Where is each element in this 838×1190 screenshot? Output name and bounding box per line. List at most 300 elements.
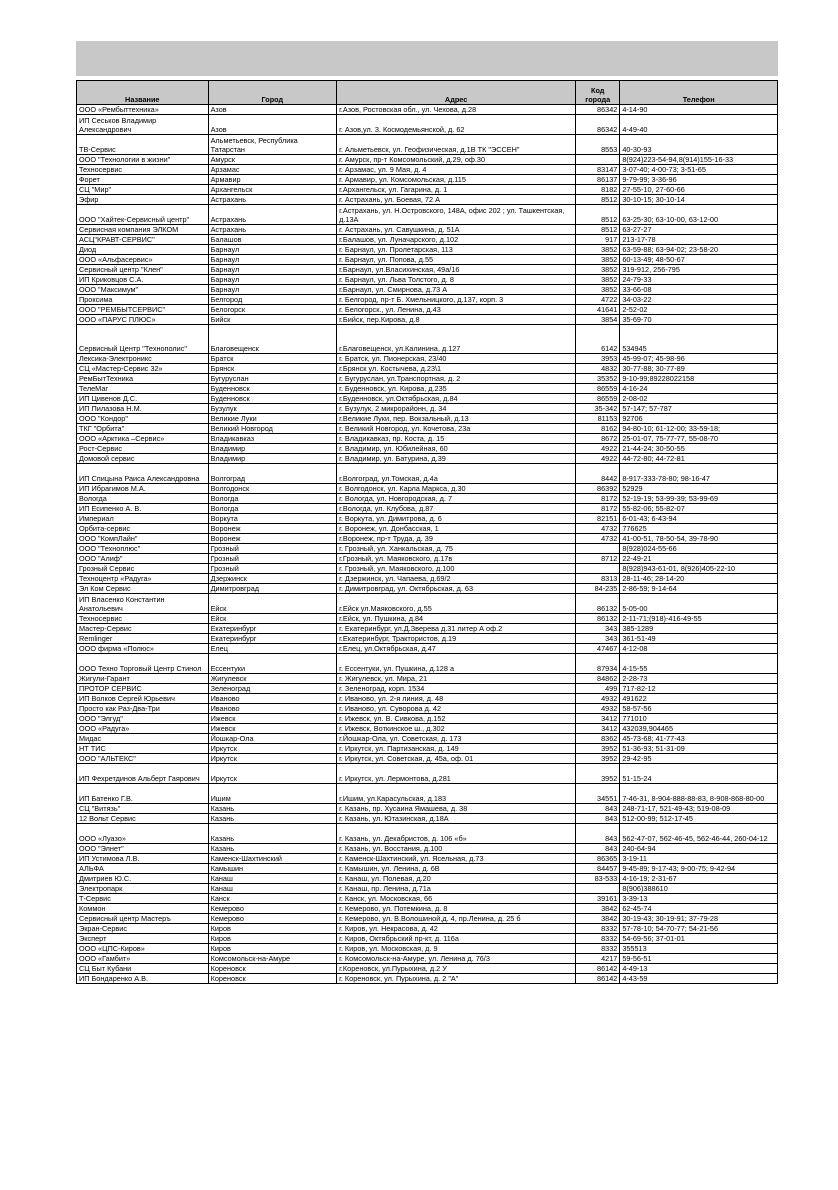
cell-city: Казань — [208, 824, 337, 844]
cell-city: Грозный — [208, 564, 337, 574]
table-row — [77, 884, 778, 894]
cell-city: Иваново — [208, 704, 337, 714]
cell-name: ООО "КомпЛайн" — [77, 534, 209, 544]
cell-phone: 34-03-22 — [620, 295, 778, 305]
cell-address: г.Ейск ул.Маяковского, д.55 — [337, 594, 576, 614]
cell-address: г. Буденновск, ул. Кирова, д.235 — [337, 384, 576, 394]
cell-name: РемБытТехника — [77, 374, 209, 384]
cell-phone: 6-01-43; 6-43-94 — [620, 514, 778, 524]
cell-name: Домовой сервис — [77, 454, 209, 464]
cell-name: СЦ Быт Кубани — [77, 964, 209, 974]
cell-code: 84457 — [576, 864, 620, 874]
cell-name: ИП Есипенко А. В. — [77, 504, 209, 514]
table-row — [77, 494, 778, 504]
cell-city: Екатеринбург — [208, 624, 337, 634]
cell-name: Мастер-Сервис — [77, 624, 209, 634]
cell-address: г. Белогорск., ул. Ленина, д.43 — [337, 305, 576, 315]
cell-phone: 59-56-51 — [620, 954, 778, 964]
table-row — [77, 295, 778, 305]
cell-name: Эфир — [77, 195, 209, 205]
cell-name: Электропарк — [77, 884, 209, 894]
cell-city: Каменск-Шахтинский — [208, 854, 337, 864]
table-row — [77, 484, 778, 494]
cell-name: Сервисная компания ЭЛКОМ — [77, 225, 209, 235]
table-row — [77, 414, 778, 424]
cell-code: 86342 — [576, 105, 620, 115]
cell-name: ИП Пилазова Н.М. — [77, 404, 209, 414]
cell-address: г.Бийск, пер.Кирова, д.8 — [337, 315, 576, 325]
cell-address: г. Каменск-Шахтинский, ул. Ясельная, д.73 — [337, 854, 576, 864]
cell-name: Просто как Раз-Два-Три — [77, 704, 209, 714]
cell-code: 843 — [576, 804, 620, 814]
cell-phone: 213-17-78 — [620, 235, 778, 245]
cell-city: Кемерово — [208, 914, 337, 924]
cell-city: Грозный — [208, 554, 337, 564]
cell-address: г. Барнаул, ул. Льва Толстого, д. 8 — [337, 275, 576, 285]
cell-address: г.Великие Луки, пер. Вокзальный, д.13 — [337, 414, 576, 424]
table-row — [77, 195, 778, 205]
cell-address: г. Казань, ул. Восстания, д.100 — [337, 844, 576, 854]
cell-code: 3852 — [576, 255, 620, 265]
cell-name: Коммон — [77, 904, 209, 914]
column-header-phone: Телефон — [620, 81, 778, 105]
cell-address: г.Азов, Ростовская обл., ул. Чехова, д.28 — [337, 105, 576, 115]
cell-name: ООО "Элнет" — [77, 844, 209, 854]
table-row — [77, 824, 778, 844]
cell-name: ИП Ибрагимов М.А. — [77, 484, 209, 494]
cell-address: г. Великий Новгород, ул. Кочетова, 23а — [337, 424, 576, 434]
cell-phone: 512-00-99; 512-17-45 — [620, 814, 778, 824]
cell-address: г. Киров, Октябрьский пр-кт, д. 116а — [337, 934, 576, 944]
cell-name: ООО «Гамбит» — [77, 954, 209, 964]
cell-name: ООО «Луазо» — [77, 824, 209, 844]
table-row — [77, 255, 778, 265]
cell-address: г. Иваново, ул. Суворова д. 42 — [337, 704, 576, 714]
cell-name: ИП Власенко Константин Анатольевич — [77, 594, 209, 614]
cell-city: Великие Луки — [208, 414, 337, 424]
cell-code: 3953 — [576, 354, 620, 364]
cell-name: 12 Вольт Сервис — [77, 814, 209, 824]
cell-address: г. Иркутск, ул. Партизанская, д. 149 — [337, 744, 576, 754]
cell-name: Лексика-Электроникс — [77, 354, 209, 364]
table-row — [77, 165, 778, 175]
cell-address: г. Барнаул, ул. Попова, д.55 — [337, 255, 576, 265]
cell-city: Ижевск — [208, 724, 337, 734]
cell-address: г. Владикавказ, пр. Коста, д. 15 — [337, 434, 576, 444]
cell-phone: 54-69-56; 37-01-01 — [620, 934, 778, 944]
cell-city: Альметьевск, Республика Татарстан — [208, 135, 337, 155]
cell-code — [576, 544, 620, 554]
table-row — [77, 225, 778, 235]
cell-city: Киров — [208, 934, 337, 944]
cell-phone: 319-912, 256-795 — [620, 265, 778, 275]
table-row — [77, 764, 778, 784]
cell-name: Сервисный центр "Клен" — [77, 265, 209, 275]
table-row — [77, 594, 778, 614]
cell-address: г. Димитровград, ул. Октябрьская, д. 63 — [337, 584, 576, 594]
cell-address: г. Барнаул, ул. Пролетарская, 113 — [337, 245, 576, 255]
table-row — [77, 744, 778, 754]
cell-name: ПРОТОР СЕРВИС — [77, 684, 209, 694]
cell-code: 86392 — [576, 484, 620, 494]
cell-phone: 63-27-27 — [620, 225, 778, 235]
cell-phone: 9-45-89; 9-17-43; 9-00-75; 9-42-94 — [620, 864, 778, 874]
table-row — [77, 524, 778, 534]
table-row — [77, 574, 778, 584]
cell-name: АСЦ"КРАВТ-СЕРВИС" — [77, 235, 209, 245]
cell-name: ООО «ЦПС-Киров» — [77, 944, 209, 954]
cell-phone: 361-51-49 — [620, 634, 778, 644]
cell-city: Арзамас — [208, 165, 337, 175]
cell-name: Дмитриев Ю.С. — [77, 874, 209, 884]
cell-name: Техносервис — [77, 614, 209, 624]
cell-city: Буденновск — [208, 384, 337, 394]
cell-city: Вологда — [208, 504, 337, 514]
cell-address: г. Кореновск, ул. Пурыхина, д. 2 "А" — [337, 974, 576, 984]
table-row — [77, 714, 778, 724]
header-banner — [76, 41, 778, 76]
cell-phone: 9-79-99; 3-36-96 — [620, 175, 778, 185]
table-row — [77, 235, 778, 245]
cell-address: г. Жигулевск, ул. Мира, 21 — [337, 674, 576, 684]
cell-address: г.Ейск, ул. Пушкина, д.84 — [337, 614, 576, 624]
cell-city: Йошкар-Ола — [208, 734, 337, 744]
cell-name: Проксима — [77, 295, 209, 305]
cell-name: АЛЬФА — [77, 864, 209, 874]
cell-city: Канаш — [208, 874, 337, 884]
cell-code: 8712 — [576, 554, 620, 564]
cell-code: 8313 — [576, 574, 620, 584]
cell-phone: 52-19-19; 53-99-39; 53-99-69 — [620, 494, 778, 504]
cell-address: г.Екатеринбург, Трактористов, д.19 — [337, 634, 576, 644]
cell-address: г. Киров, ул. Московская, д. 9 — [337, 944, 576, 954]
table-row — [77, 384, 778, 394]
cell-name: Империал — [77, 514, 209, 524]
cell-code: 86132 — [576, 614, 620, 624]
cell-name: ИП Цивенов Д.С. — [77, 394, 209, 404]
cell-address: г. Грозный, ул. Маяковского, д.100 — [337, 564, 576, 574]
cell-city: Киров — [208, 924, 337, 934]
table-row — [77, 944, 778, 954]
cell-name: ООО "АЛЬТЕКС" — [77, 754, 209, 764]
cell-code: 34551 — [576, 784, 620, 804]
cell-name: ООО «Рембыттехника» — [77, 105, 209, 115]
cell-city: Ижевск — [208, 714, 337, 724]
cell-address: г. Воронеж, ул. Донбасская, 1 — [337, 524, 576, 534]
cell-city: Камышин — [208, 864, 337, 874]
cell-city: Иваново — [208, 694, 337, 704]
table-row — [77, 315, 778, 325]
cell-name: Remlinger — [77, 634, 209, 644]
cell-name: Мидас — [77, 734, 209, 744]
cell-name: ИП Фехретдинов Альберт Гаярович — [77, 764, 209, 784]
cell-name: ИП Криковцов С.А. — [77, 275, 209, 285]
cell-city: Волгоград — [208, 464, 337, 484]
table-row — [77, 924, 778, 934]
cell-code: 4932 — [576, 704, 620, 714]
table-row — [77, 364, 778, 374]
cell-phone: 2-11-71;(918)-416-49-55 — [620, 614, 778, 624]
table-row — [77, 704, 778, 714]
cell-name: Сервисный центр Мастеръ — [77, 914, 209, 924]
cell-city: Барнаул — [208, 245, 337, 255]
cell-name: ООО фирма «Полюс» — [77, 644, 209, 654]
table-row — [77, 245, 778, 255]
table-row — [77, 564, 778, 574]
cell-code: 4922 — [576, 454, 620, 464]
cell-phone: 45-73-68; 41-77-43 — [620, 734, 778, 744]
cell-code: 3852 — [576, 245, 620, 255]
cell-name: Орбита-сервис — [77, 524, 209, 534]
table-row — [77, 504, 778, 514]
cell-code: 8512 — [576, 205, 620, 225]
cell-phone: 4-16-19; 2-31-67 — [620, 874, 778, 884]
cell-city: Комсомольск-на-Амуре — [208, 954, 337, 964]
cell-city: Бугуруслан — [208, 374, 337, 384]
cell-code: 8172 — [576, 504, 620, 514]
cell-phone: 5-05-00 — [620, 594, 778, 614]
cell-address: г.Благовещенск, ул.Калинина, д.127 — [337, 325, 576, 354]
cell-address: г. Казань, ул. Декабристов, д. 106 «б» — [337, 824, 576, 844]
cell-code: 35-342 — [576, 404, 620, 414]
table-row — [77, 734, 778, 744]
cell-address: г. Иркутск, ул. Советская, д. 45а, оф. 01 — [337, 754, 576, 764]
cell-phone: 355513 — [620, 944, 778, 954]
cell-code: 3854 — [576, 315, 620, 325]
cell-name: ИП Устимова Л.В. — [77, 854, 209, 864]
cell-phone: 27-55-10, 27-60-66 — [620, 185, 778, 195]
cell-phone: 717-82-12 — [620, 684, 778, 694]
cell-phone: 30-19-43; 30-19-91; 37-79-28 — [620, 914, 778, 924]
cell-city: Архангельск — [208, 185, 337, 195]
cell-code: 83147 — [576, 165, 620, 175]
cell-city: Воркута — [208, 514, 337, 524]
cell-address: г. Екатеринбург, ул.Д.Зверева д.31 литер А оф.2 — [337, 624, 576, 634]
cell-code: 86559 — [576, 384, 620, 394]
cell-address: г.Кореновск, ул.Пурыхина, д.2 У — [337, 964, 576, 974]
cell-name: СЦ "Мир" — [77, 185, 209, 195]
cell-city: Волгодонск — [208, 484, 337, 494]
cell-code: 3852 — [576, 285, 620, 295]
cell-code: 499 — [576, 684, 620, 694]
cell-phone: 8(928)943-61-01, 8(926)405-22-10 — [620, 564, 778, 574]
cell-city: Канаш — [208, 884, 337, 894]
column-header-address: Адрес — [337, 81, 576, 105]
cell-code: 4732 — [576, 534, 620, 544]
cell-address: г. Кемерово, ул. Потемкина, д. 8 — [337, 904, 576, 914]
table-row — [77, 354, 778, 364]
table-row — [77, 454, 778, 464]
cell-city: Воронеж — [208, 524, 337, 534]
cell-phone: 776625 — [620, 524, 778, 534]
cell-code: 86559 — [576, 394, 620, 404]
cell-city: Грозный — [208, 544, 337, 554]
cell-city: Кореновск — [208, 974, 337, 984]
cell-city: Кореновск — [208, 964, 337, 974]
table-row — [77, 584, 778, 594]
cell-city: Зеленоград — [208, 684, 337, 694]
cell-phone: 8(924)223-54-94,8(914)155-16-33 — [620, 155, 778, 165]
cell-city: Белгород — [208, 295, 337, 305]
cell-address: г.Йошкар-Ола, ул. Советская, д. 173 — [337, 734, 576, 744]
table-row — [77, 554, 778, 564]
cell-address: г.Вологда, ул. Клубова, д.87 — [337, 504, 576, 514]
table-row — [77, 624, 778, 634]
cell-name: ООО «Альфасервис» — [77, 255, 209, 265]
cell-city: Барнаул — [208, 275, 337, 285]
table-row — [77, 954, 778, 964]
cell-city: Дзержинск — [208, 574, 337, 584]
table-row — [77, 544, 778, 554]
cell-city: Барнаул — [208, 285, 337, 295]
cell-address: г.Барнаул, ул. Смирнова, д.73 А — [337, 285, 576, 295]
table-row — [77, 374, 778, 384]
cell-address: г.Волгоград, ул.Томская, д.4а — [337, 464, 576, 484]
cell-address: г.Ишим, ул.Карасульская, д.183 — [337, 784, 576, 804]
table-row — [77, 305, 778, 315]
cell-code: 4922 — [576, 444, 620, 454]
cell-city: Екатеринбург — [208, 634, 337, 644]
cell-phone: 33-66-08 — [620, 285, 778, 295]
cell-code: 41641 — [576, 305, 620, 315]
cell-code: 8672 — [576, 434, 620, 444]
table-row — [77, 105, 778, 115]
cell-name: СЦ «Мастер-Сервис 32» — [77, 364, 209, 374]
cell-phone: 3-39-13 — [620, 894, 778, 904]
cell-address: г. Канаш, ул. Полевая, д.20 — [337, 874, 576, 884]
cell-city: Воронеж — [208, 534, 337, 544]
cell-code: 8172 — [576, 494, 620, 504]
cell-address: г. Камышин, ул. Ленина, д. 6В — [337, 864, 576, 874]
cell-city: Ишим — [208, 784, 337, 804]
cell-phone: 2-52-02 — [620, 305, 778, 315]
cell-code: 86142 — [576, 974, 620, 984]
cell-code: 81153 — [576, 414, 620, 424]
cell-name: НТ ТИС — [77, 744, 209, 754]
cell-code: 82151 — [576, 514, 620, 524]
cell-phone: 4-15-55 — [620, 654, 778, 674]
cell-city: Казань — [208, 804, 337, 814]
cell-code: 3842 — [576, 904, 620, 914]
cell-code: 8553 — [576, 135, 620, 155]
cell-name: ООО «Радуга» — [77, 724, 209, 734]
cell-phone: 3-07-40; 4-00-73; 3-51-65 — [620, 165, 778, 175]
cell-code: 87934 — [576, 654, 620, 674]
cell-city: Барнаул — [208, 265, 337, 275]
cell-address: г. Армавир, ул. Комсомольская, д.115 — [337, 175, 576, 185]
cell-phone: 491622 — [620, 694, 778, 704]
table-row — [77, 275, 778, 285]
table-row — [77, 514, 778, 524]
cell-code: 6142 — [576, 325, 620, 354]
cell-city: Благовещенск — [208, 325, 337, 354]
cell-name: ООО "Элгуд" — [77, 714, 209, 724]
cell-phone: 57-78-10; 54-70-77; 54-21-56 — [620, 924, 778, 934]
cell-code: 3852 — [576, 275, 620, 285]
cell-phone: 4-43-59 — [620, 974, 778, 984]
cell-code — [576, 564, 620, 574]
table-row — [77, 654, 778, 674]
cell-address: г. Ижевск, Воткинское ш., д.302 — [337, 724, 576, 734]
cell-phone: 30-77-88; 30-77-89 — [620, 364, 778, 374]
table-row — [77, 325, 778, 354]
cell-name: ИП Волков Сергей Юрьевич — [77, 694, 209, 704]
cell-address: г. Ессентуки, ул. Пушкина, д.128 а — [337, 654, 576, 674]
cell-address: г. Волгодонск, ул. Карла Маркса, д.30 — [337, 484, 576, 494]
cell-address: г. Грозный, ул. Ханкальская, д. 75 — [337, 544, 576, 554]
cell-phone: 62-45-74 — [620, 904, 778, 914]
cell-address: г. Бузулук, 2 микрорайонн, д. 34 — [337, 404, 576, 414]
cell-address: г. Вологда, ул. Новгородская, д. 7 — [337, 494, 576, 504]
cell-name: ООО "Технологии в жизни" — [77, 155, 209, 165]
cell-phone: 8(928)024-55-66 — [620, 544, 778, 554]
table-row — [77, 904, 778, 914]
cell-code: 83-533 — [576, 874, 620, 884]
cell-phone: 2-86-59; 9-14-64 — [620, 584, 778, 594]
cell-city: Вологда — [208, 494, 337, 504]
table-row — [77, 265, 778, 275]
cell-address: г.Брянск ул. Костычева, д.23\1 — [337, 364, 576, 374]
cell-code: 843 — [576, 844, 620, 854]
table-row — [77, 914, 778, 924]
cell-name: ООО "Максимум" — [77, 285, 209, 295]
cell-name: Техносервис — [77, 165, 209, 175]
table-row — [77, 784, 778, 804]
cell-city: Балашов — [208, 235, 337, 245]
table-row — [77, 934, 778, 944]
cell-code: 3952 — [576, 754, 620, 764]
cell-name: ООО "Кондор" — [77, 414, 209, 424]
cell-address: г. Астрахань, ул. Савушкина, д. 51А — [337, 225, 576, 235]
cell-city: Армавир — [208, 175, 337, 185]
cell-phone: 7-46-31, 8-904-888-88-83, 8-908-868-80-00 — [620, 784, 778, 804]
cell-name: Сервисный Центр "Технополис" — [77, 325, 209, 354]
cell-code: 4732 — [576, 524, 620, 534]
cell-phone: 94-80-10; 61-12-00; 33-59-18; — [620, 424, 778, 434]
cell-address: г.Астрахань, ул. Н.Островского, 148А, офис 202 ; ул. Ташкентская, д.13А — [337, 205, 576, 225]
cell-name: Эл Ком Сервис — [77, 584, 209, 594]
cell-city: Казань — [208, 814, 337, 824]
cell-city: Амурск — [208, 155, 337, 165]
cell-name: Техноцентр «Радуга» — [77, 574, 209, 584]
cell-phone: 29-42-95 — [620, 754, 778, 764]
cell-code: 8512 — [576, 195, 620, 205]
table-row — [77, 894, 778, 904]
cell-address: г. Иваново, ул. 2-я линия, д. 48 — [337, 694, 576, 704]
cell-code: 8512 — [576, 225, 620, 235]
cell-name: СЦ "Витязь" — [77, 804, 209, 814]
cell-phone: 2-08-02 — [620, 394, 778, 404]
cell-code — [576, 884, 620, 894]
cell-phone: 2-28-73 — [620, 674, 778, 684]
cell-address: г. Ижевск, ул. В. Сивкова, д.152 — [337, 714, 576, 724]
cell-code: 343 — [576, 634, 620, 644]
cell-city: Кемерово — [208, 904, 337, 914]
cell-address: г. Киров, ул. Некрасова, д. 42 — [337, 924, 576, 934]
cell-address: г.Архангельск, ул. Гагарина, д. 1 — [337, 185, 576, 195]
table-row — [77, 974, 778, 984]
cell-address: г. Казань, пр. Хусаина Ямашева, д. 38 — [337, 804, 576, 814]
cell-city: Буденновск — [208, 394, 337, 404]
cell-address: г. Амурск, пр-т Комсомольский, д.29, оф.30 — [337, 155, 576, 165]
cell-address: г.Балашов, ул. Луначарского, д.102 — [337, 235, 576, 245]
cell-city: Барнаул — [208, 255, 337, 265]
cell-code: 8362 — [576, 734, 620, 744]
cell-name: ООО «ПАРУС ПЛЮС» — [77, 315, 209, 325]
cell-city: Бузулук — [208, 404, 337, 414]
cell-phone: 4-49-13 — [620, 964, 778, 974]
cell-phone: 8(906)388610 — [620, 884, 778, 894]
